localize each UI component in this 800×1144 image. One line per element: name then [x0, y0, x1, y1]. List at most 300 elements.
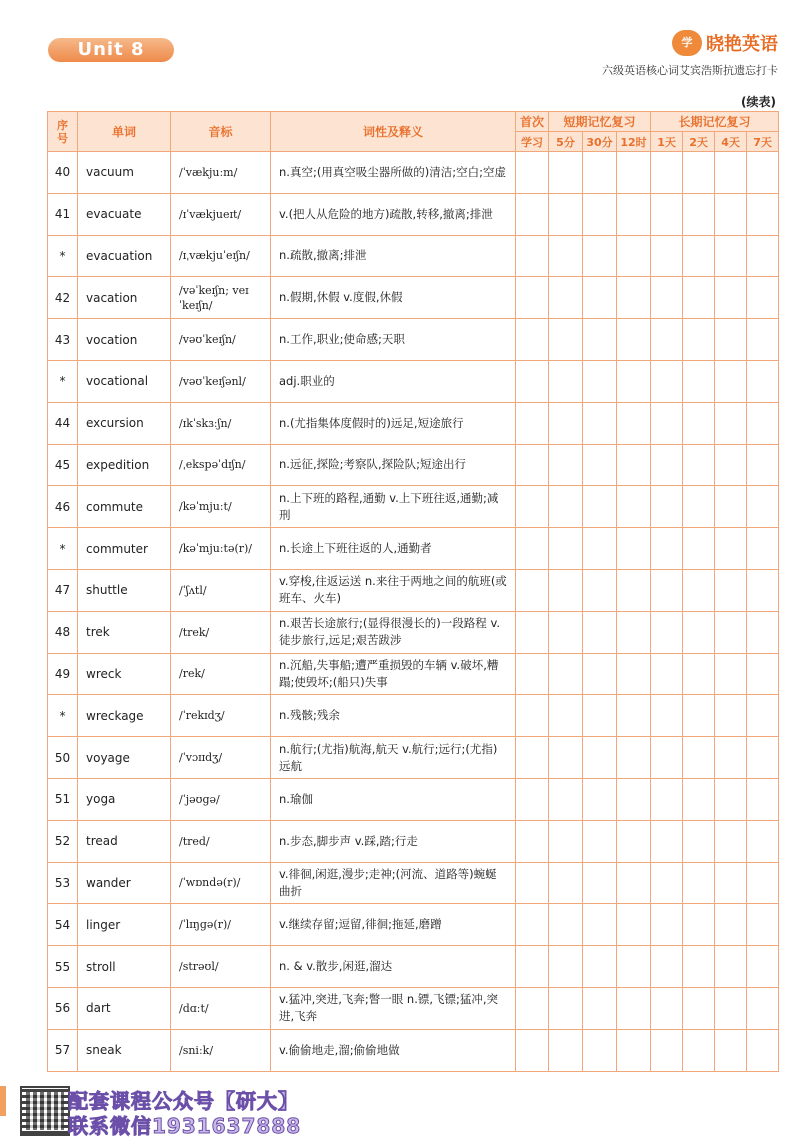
row-meaning: v.继续存留;逗留,徘徊;拖延,磨蹭	[271, 904, 516, 946]
review-checkbox-cell[interactable]	[683, 235, 715, 277]
review-checkbox-cell[interactable]	[516, 611, 549, 653]
review-checkbox-cell[interactable]	[549, 528, 583, 570]
review-checkbox-cell[interactable]	[747, 569, 779, 611]
review-checkbox-cell[interactable]	[516, 360, 549, 402]
review-checkbox-cell[interactable]	[683, 152, 715, 194]
review-checkbox-cell[interactable]	[747, 1029, 779, 1071]
row-phonetic: /ˈjəʊgə/	[171, 778, 271, 820]
review-checkbox-cell[interactable]	[583, 904, 617, 946]
row-meaning: n.航行;(尤指)航海,航天 v.航行;远行;(尤指)远航	[271, 737, 516, 779]
review-checkbox-cell[interactable]	[549, 444, 583, 486]
review-checkbox-cell[interactable]	[747, 319, 779, 361]
row-phonetic: /ˈlɪŋgə(r)/	[171, 904, 271, 946]
review-checkbox-cell[interactable]	[617, 402, 651, 444]
review-checkbox-cell[interactable]	[747, 946, 779, 988]
review-checkbox-cell[interactable]	[683, 611, 715, 653]
review-checkbox-cell[interactable]	[583, 778, 617, 820]
row-word: linger	[78, 904, 171, 946]
row-meaning: v.徘徊,闲逛,漫步;走神;(河流、道路等)蜿蜒曲折	[271, 862, 516, 904]
row-phonetic: /tred/	[171, 820, 271, 862]
header-phonetic: 音标	[171, 112, 271, 152]
row-number: *	[48, 695, 78, 737]
review-checkbox-cell[interactable]	[747, 987, 779, 1029]
review-checkbox-cell[interactable]	[715, 862, 747, 904]
brand-name: 晓艳英语	[706, 34, 778, 55]
review-checkbox-cell[interactable]	[747, 235, 779, 277]
row-number: 57	[48, 1029, 78, 1071]
review-checkbox-cell[interactable]	[549, 611, 583, 653]
qr-code-icon	[20, 1086, 70, 1136]
table-row	[48, 653, 779, 695]
review-checkbox-cell[interactable]	[683, 319, 715, 361]
review-checkbox-cell[interactable]	[516, 904, 549, 946]
review-checkbox-cell[interactable]	[583, 486, 617, 528]
review-checkbox-cell[interactable]	[617, 319, 651, 361]
review-checkbox-cell[interactable]	[715, 737, 747, 779]
row-meaning: n.残骸;残余	[271, 695, 516, 737]
row-word: commute	[78, 486, 171, 528]
review-checkbox-cell[interactable]	[549, 1029, 583, 1071]
review-checkbox-cell[interactable]	[516, 402, 549, 444]
table-row	[48, 904, 779, 946]
header-1day: 1天	[651, 132, 683, 152]
review-checkbox-cell[interactable]	[617, 528, 651, 570]
row-phonetic: /strəʊl/	[171, 946, 271, 988]
review-checkbox-cell[interactable]	[583, 653, 617, 695]
review-checkbox-cell[interactable]	[617, 820, 651, 862]
row-word: wreckage	[78, 695, 171, 737]
table-row	[48, 737, 779, 779]
row-meaning: v.猛冲,突进,飞奔;瞥一眼 n.镖,飞镖;猛冲,突进,飞奔	[271, 987, 516, 1029]
review-checkbox-cell[interactable]	[617, 946, 651, 988]
review-checkbox-cell[interactable]	[651, 904, 683, 946]
review-checkbox-cell[interactable]	[549, 569, 583, 611]
review-checkbox-cell[interactable]	[617, 987, 651, 1029]
review-checkbox-cell[interactable]	[549, 695, 583, 737]
header-12h: 12时	[617, 132, 651, 152]
review-checkbox-cell[interactable]	[715, 152, 747, 194]
row-phonetic: /dɑːt/	[171, 987, 271, 1029]
review-checkbox-cell[interactable]	[549, 778, 583, 820]
review-checkbox-cell[interactable]	[583, 235, 617, 277]
review-checkbox-cell[interactable]	[683, 695, 715, 737]
review-checkbox-cell[interactable]	[617, 1029, 651, 1071]
review-checkbox-cell[interactable]	[683, 737, 715, 779]
review-checkbox-cell[interactable]	[516, 987, 549, 1029]
review-checkbox-cell[interactable]	[683, 402, 715, 444]
row-meaning: n.疏散,撤离;排泄	[271, 235, 516, 277]
header-7day: 7天	[747, 132, 779, 152]
review-checkbox-cell[interactable]	[617, 862, 651, 904]
row-word: yoga	[78, 778, 171, 820]
table-row	[48, 319, 779, 361]
header-meaning: 词性及释义	[271, 112, 516, 152]
row-meaning: n.远征,探险;考察队,探险队;短途出行	[271, 444, 516, 486]
review-checkbox-cell[interactable]	[747, 277, 779, 319]
review-checkbox-cell[interactable]	[617, 444, 651, 486]
review-checkbox-cell[interactable]	[651, 653, 683, 695]
review-checkbox-cell[interactable]	[651, 319, 683, 361]
review-checkbox-cell[interactable]	[583, 820, 617, 862]
table-row	[48, 444, 779, 486]
review-checkbox-cell[interactable]	[747, 360, 779, 402]
review-checkbox-cell[interactable]	[549, 360, 583, 402]
review-checkbox-cell[interactable]	[583, 611, 617, 653]
row-word: stroll	[78, 946, 171, 988]
review-checkbox-cell[interactable]	[651, 193, 683, 235]
review-checkbox-cell[interactable]	[715, 1029, 747, 1071]
row-phonetic: /rek/	[171, 653, 271, 695]
review-checkbox-cell[interactable]	[583, 1029, 617, 1071]
row-meaning: n.沉船,失事船;遭严重损毁的车辆 v.破坏,糟蹋;使毁坏;(船只)失事	[271, 653, 516, 695]
review-checkbox-cell[interactable]	[516, 569, 549, 611]
row-number: 42	[48, 277, 78, 319]
review-checkbox-cell[interactable]	[715, 193, 747, 235]
review-checkbox-cell[interactable]	[651, 695, 683, 737]
row-number: *	[48, 528, 78, 570]
row-phonetic: /vəʊˈkeɪʃənl/	[171, 360, 271, 402]
watermark-line-1: 配套课程公众号【研大】	[68, 1089, 299, 1113]
review-checkbox-cell[interactable]	[549, 737, 583, 779]
row-number: 44	[48, 402, 78, 444]
review-checkbox-cell[interactable]	[651, 778, 683, 820]
review-checkbox-cell[interactable]	[715, 904, 747, 946]
row-word: commuter	[78, 528, 171, 570]
row-meaning: v.(把人从危险的地方)疏散,转移,撤离;排泄	[271, 193, 516, 235]
header-first: 首次	[516, 112, 549, 132]
review-checkbox-cell[interactable]	[715, 695, 747, 737]
review-checkbox-cell[interactable]	[516, 277, 549, 319]
row-phonetic: /ɪˌvækjuˈeɪʃn/	[171, 235, 271, 277]
brand-logo-icon: 学	[672, 30, 702, 56]
review-checkbox-cell[interactable]	[549, 862, 583, 904]
review-checkbox-cell[interactable]	[651, 152, 683, 194]
review-checkbox-cell[interactable]	[683, 820, 715, 862]
review-checkbox-cell[interactable]	[549, 653, 583, 695]
unit-badge: Unit 8	[48, 38, 174, 62]
row-meaning: n.步态,脚步声 v.踩,踏;行走	[271, 820, 516, 862]
review-checkbox-cell[interactable]	[583, 152, 617, 194]
review-checkbox-cell[interactable]	[683, 1029, 715, 1071]
table-row	[48, 1029, 779, 1071]
table-row	[48, 946, 779, 988]
review-checkbox-cell[interactable]	[651, 611, 683, 653]
table-row	[48, 862, 779, 904]
row-meaning: n.真空;(用真空吸尘器所做的)清洁;空白;空虚	[271, 152, 516, 194]
table-row	[48, 569, 779, 611]
review-checkbox-cell[interactable]	[516, 820, 549, 862]
review-checkbox-cell[interactable]	[651, 737, 683, 779]
brand	[672, 30, 778, 56]
row-meaning: n.工作,职业;使命感;天职	[271, 319, 516, 361]
review-checkbox-cell[interactable]	[549, 946, 583, 988]
row-number: 53	[48, 862, 78, 904]
review-checkbox-cell[interactable]	[583, 277, 617, 319]
review-checkbox-cell[interactable]	[683, 904, 715, 946]
review-checkbox-cell[interactable]	[683, 277, 715, 319]
review-checkbox-cell[interactable]	[683, 528, 715, 570]
row-phonetic: /ˈrekɪdʒ/	[171, 695, 271, 737]
review-checkbox-cell[interactable]	[583, 946, 617, 988]
table-row	[48, 360, 779, 402]
review-checkbox-cell[interactable]	[516, 235, 549, 277]
review-checkbox-cell[interactable]	[747, 862, 779, 904]
review-checkbox-cell[interactable]	[617, 360, 651, 402]
row-word: tread	[78, 820, 171, 862]
row-number: 50	[48, 737, 78, 779]
review-checkbox-cell[interactable]	[715, 611, 747, 653]
review-checkbox-cell[interactable]	[715, 778, 747, 820]
row-meaning: v.偷偷地走,溜;偷偷地做	[271, 1029, 516, 1071]
row-meaning: n.长途上下班往返的人,通勤者	[271, 528, 516, 570]
row-number: 47	[48, 569, 78, 611]
review-checkbox-cell[interactable]	[715, 235, 747, 277]
watermark-line-2: 联系微信1931637888	[68, 1114, 302, 1138]
header-first-sub: 学习	[516, 132, 549, 152]
review-checkbox-cell[interactable]	[583, 737, 617, 779]
review-checkbox-cell[interactable]	[651, 1029, 683, 1071]
review-checkbox-cell[interactable]	[583, 569, 617, 611]
review-checkbox-cell[interactable]	[683, 653, 715, 695]
table-row	[48, 152, 779, 194]
review-checkbox-cell[interactable]	[617, 653, 651, 695]
review-checkbox-cell[interactable]	[651, 486, 683, 528]
review-checkbox-cell[interactable]	[715, 486, 747, 528]
review-checkbox-cell[interactable]	[683, 193, 715, 235]
row-word: vacation	[78, 277, 171, 319]
row-word: expedition	[78, 444, 171, 486]
row-meaning: n.瑜伽	[271, 778, 516, 820]
row-word: wander	[78, 862, 171, 904]
row-meaning: adj.职业的	[271, 360, 516, 402]
review-checkbox-cell[interactable]	[617, 277, 651, 319]
review-checkbox-cell[interactable]	[617, 611, 651, 653]
row-number: 48	[48, 611, 78, 653]
review-checkbox-cell[interactable]	[747, 444, 779, 486]
review-checkbox-cell[interactable]	[651, 862, 683, 904]
review-checkbox-cell[interactable]	[651, 444, 683, 486]
review-checkbox-cell[interactable]	[549, 193, 583, 235]
review-checkbox-cell[interactable]	[683, 360, 715, 402]
review-checkbox-cell[interactable]	[516, 778, 549, 820]
review-checkbox-cell[interactable]	[683, 569, 715, 611]
review-checkbox-cell[interactable]	[583, 444, 617, 486]
header-short-term: 短期记忆复习	[549, 112, 651, 132]
review-checkbox-cell[interactable]	[651, 277, 683, 319]
review-checkbox-cell[interactable]	[683, 946, 715, 988]
table-row	[48, 486, 779, 528]
review-checkbox-cell[interactable]	[747, 653, 779, 695]
review-checkbox-cell[interactable]	[651, 946, 683, 988]
row-number: 40	[48, 152, 78, 194]
row-phonetic: /kəˈmjuːtə(r)/	[171, 528, 271, 570]
review-checkbox-cell[interactable]	[516, 193, 549, 235]
review-checkbox-cell[interactable]	[683, 987, 715, 1029]
review-checkbox-cell[interactable]	[583, 987, 617, 1029]
row-number: 43	[48, 319, 78, 361]
review-checkbox-cell[interactable]	[651, 528, 683, 570]
review-checkbox-cell[interactable]	[715, 319, 747, 361]
row-number: 55	[48, 946, 78, 988]
review-checkbox-cell[interactable]	[651, 569, 683, 611]
header-5min: 5分	[549, 132, 583, 152]
review-checkbox-cell[interactable]	[683, 862, 715, 904]
review-checkbox-cell[interactable]	[715, 653, 747, 695]
row-word: vocation	[78, 319, 171, 361]
review-checkbox-cell[interactable]	[747, 402, 779, 444]
review-checkbox-cell[interactable]	[583, 193, 617, 235]
review-checkbox-cell[interactable]	[617, 152, 651, 194]
row-phonetic: /ˈwɒndə(r)/	[171, 862, 271, 904]
review-checkbox-cell[interactable]	[516, 862, 549, 904]
review-checkbox-cell[interactable]	[516, 486, 549, 528]
review-checkbox-cell[interactable]	[516, 737, 549, 779]
table-row	[48, 987, 779, 1029]
continued-label: (续表)	[741, 95, 776, 109]
review-checkbox-cell[interactable]	[715, 946, 747, 988]
review-checkbox-cell[interactable]	[617, 569, 651, 611]
row-meaning: n.上下班的路程,通勤 v.上下班往返,通勤;减刑	[271, 486, 516, 528]
header-2day: 2天	[683, 132, 715, 152]
review-checkbox-cell[interactable]	[715, 528, 747, 570]
review-checkbox-cell[interactable]	[715, 444, 747, 486]
row-meaning: n.艰苦长途旅行;(显得很漫长的)一段路程 v.徒步旅行,远足;艰苦跋涉	[271, 611, 516, 653]
review-checkbox-cell[interactable]	[683, 444, 715, 486]
review-checkbox-cell[interactable]	[683, 778, 715, 820]
review-checkbox-cell[interactable]	[617, 486, 651, 528]
row-phonetic: /ˈʃʌtl/	[171, 569, 271, 611]
table-row	[48, 611, 779, 653]
header-long-term: 长期记忆复习	[651, 112, 779, 132]
row-word: voyage	[78, 737, 171, 779]
row-word: wreck	[78, 653, 171, 695]
table-row	[48, 277, 779, 319]
review-checkbox-cell[interactable]	[747, 193, 779, 235]
table-row	[48, 695, 779, 737]
row-number: 41	[48, 193, 78, 235]
row-word: evacuation	[78, 235, 171, 277]
review-checkbox-cell[interactable]	[617, 737, 651, 779]
review-checkbox-cell[interactable]	[549, 152, 583, 194]
review-checkbox-cell[interactable]	[715, 820, 747, 862]
review-checkbox-cell[interactable]	[747, 528, 779, 570]
review-checkbox-cell[interactable]	[715, 569, 747, 611]
review-checkbox-cell[interactable]	[516, 653, 549, 695]
review-checkbox-cell[interactable]	[617, 235, 651, 277]
review-checkbox-cell[interactable]	[617, 695, 651, 737]
header-word: 单词	[78, 112, 171, 152]
review-checkbox-cell[interactable]	[747, 904, 779, 946]
review-checkbox-cell[interactable]	[715, 987, 747, 1029]
row-phonetic: /vəˈkeɪʃn; veɪˈkeɪʃn/	[171, 277, 271, 319]
review-checkbox-cell[interactable]	[651, 235, 683, 277]
review-checkbox-cell[interactable]	[549, 820, 583, 862]
review-checkbox-cell[interactable]	[549, 402, 583, 444]
row-word: trek	[78, 611, 171, 653]
review-checkbox-cell[interactable]	[651, 987, 683, 1029]
table-row	[48, 402, 779, 444]
row-number: *	[48, 235, 78, 277]
page-edge-tab	[0, 1086, 6, 1116]
review-checkbox-cell[interactable]	[747, 152, 779, 194]
row-word: excursion	[78, 402, 171, 444]
review-checkbox-cell[interactable]	[516, 946, 549, 988]
review-checkbox-cell[interactable]	[549, 277, 583, 319]
review-checkbox-cell[interactable]	[747, 778, 779, 820]
review-checkbox-cell[interactable]	[617, 778, 651, 820]
review-checkbox-cell[interactable]	[549, 319, 583, 361]
review-checkbox-cell[interactable]	[583, 402, 617, 444]
row-word: dart	[78, 987, 171, 1029]
header-num: 序号	[48, 112, 78, 152]
row-number: 52	[48, 820, 78, 862]
review-checkbox-cell[interactable]	[617, 193, 651, 235]
review-checkbox-cell[interactable]	[583, 862, 617, 904]
review-checkbox-cell[interactable]	[549, 486, 583, 528]
row-word: sneak	[78, 1029, 171, 1071]
row-word: evacuate	[78, 193, 171, 235]
table-row	[48, 778, 779, 820]
row-number: 54	[48, 904, 78, 946]
review-checkbox-cell[interactable]	[651, 360, 683, 402]
row-phonetic: /ˌekspəˈdɪʃn/	[171, 444, 271, 486]
review-checkbox-cell[interactable]	[583, 319, 617, 361]
review-checkbox-cell[interactable]	[747, 695, 779, 737]
review-checkbox-cell[interactable]	[747, 486, 779, 528]
row-number: 45	[48, 444, 78, 486]
review-checkbox-cell[interactable]	[747, 737, 779, 779]
review-checkbox-cell[interactable]	[715, 360, 747, 402]
review-checkbox-cell[interactable]	[549, 235, 583, 277]
row-phonetic: /ˈvækjuːm/	[171, 152, 271, 194]
row-number: 46	[48, 486, 78, 528]
row-meaning: n.假期,休假 v.度假,休假	[271, 277, 516, 319]
review-checkbox-cell[interactable]	[715, 277, 747, 319]
review-checkbox-cell[interactable]	[651, 820, 683, 862]
row-meaning: v.穿梭,往返运送 n.来往于两地之间的航班(或班车、火车)	[271, 569, 516, 611]
row-phonetic: /vəʊˈkeɪʃn/	[171, 319, 271, 361]
review-checkbox-cell[interactable]	[516, 1029, 549, 1071]
review-checkbox-cell[interactable]	[651, 402, 683, 444]
row-phonetic: /ɪkˈskɜːʃn/	[171, 402, 271, 444]
review-checkbox-cell[interactable]	[516, 528, 549, 570]
review-checkbox-cell[interactable]	[583, 360, 617, 402]
row-word: vacuum	[78, 152, 171, 194]
row-word: shuttle	[78, 569, 171, 611]
review-checkbox-cell[interactable]	[617, 904, 651, 946]
row-phonetic: /sniːk/	[171, 1029, 271, 1071]
review-checkbox-cell[interactable]	[516, 319, 549, 361]
review-checkbox-cell[interactable]	[516, 152, 549, 194]
row-phonetic: /kəˈmjuːt/	[171, 486, 271, 528]
review-checkbox-cell[interactable]	[747, 611, 779, 653]
row-meaning: n.(尤指集体度假时的)远足,短途旅行	[271, 402, 516, 444]
table-row	[48, 528, 779, 570]
header-4day: 4天	[715, 132, 747, 152]
table-row	[48, 820, 779, 862]
review-checkbox-cell[interactable]	[549, 987, 583, 1029]
review-checkbox-cell[interactable]	[747, 820, 779, 862]
review-checkbox-cell[interactable]	[715, 402, 747, 444]
review-checkbox-cell[interactable]	[583, 695, 617, 737]
review-checkbox-cell[interactable]	[583, 528, 617, 570]
row-meaning: n. & v.散步,闲逛,溜达	[271, 946, 516, 988]
review-checkbox-cell[interactable]	[516, 444, 549, 486]
review-checkbox-cell[interactable]	[683, 486, 715, 528]
review-checkbox-cell[interactable]	[516, 695, 549, 737]
header-30min: 30分	[583, 132, 617, 152]
review-checkbox-cell[interactable]	[549, 904, 583, 946]
